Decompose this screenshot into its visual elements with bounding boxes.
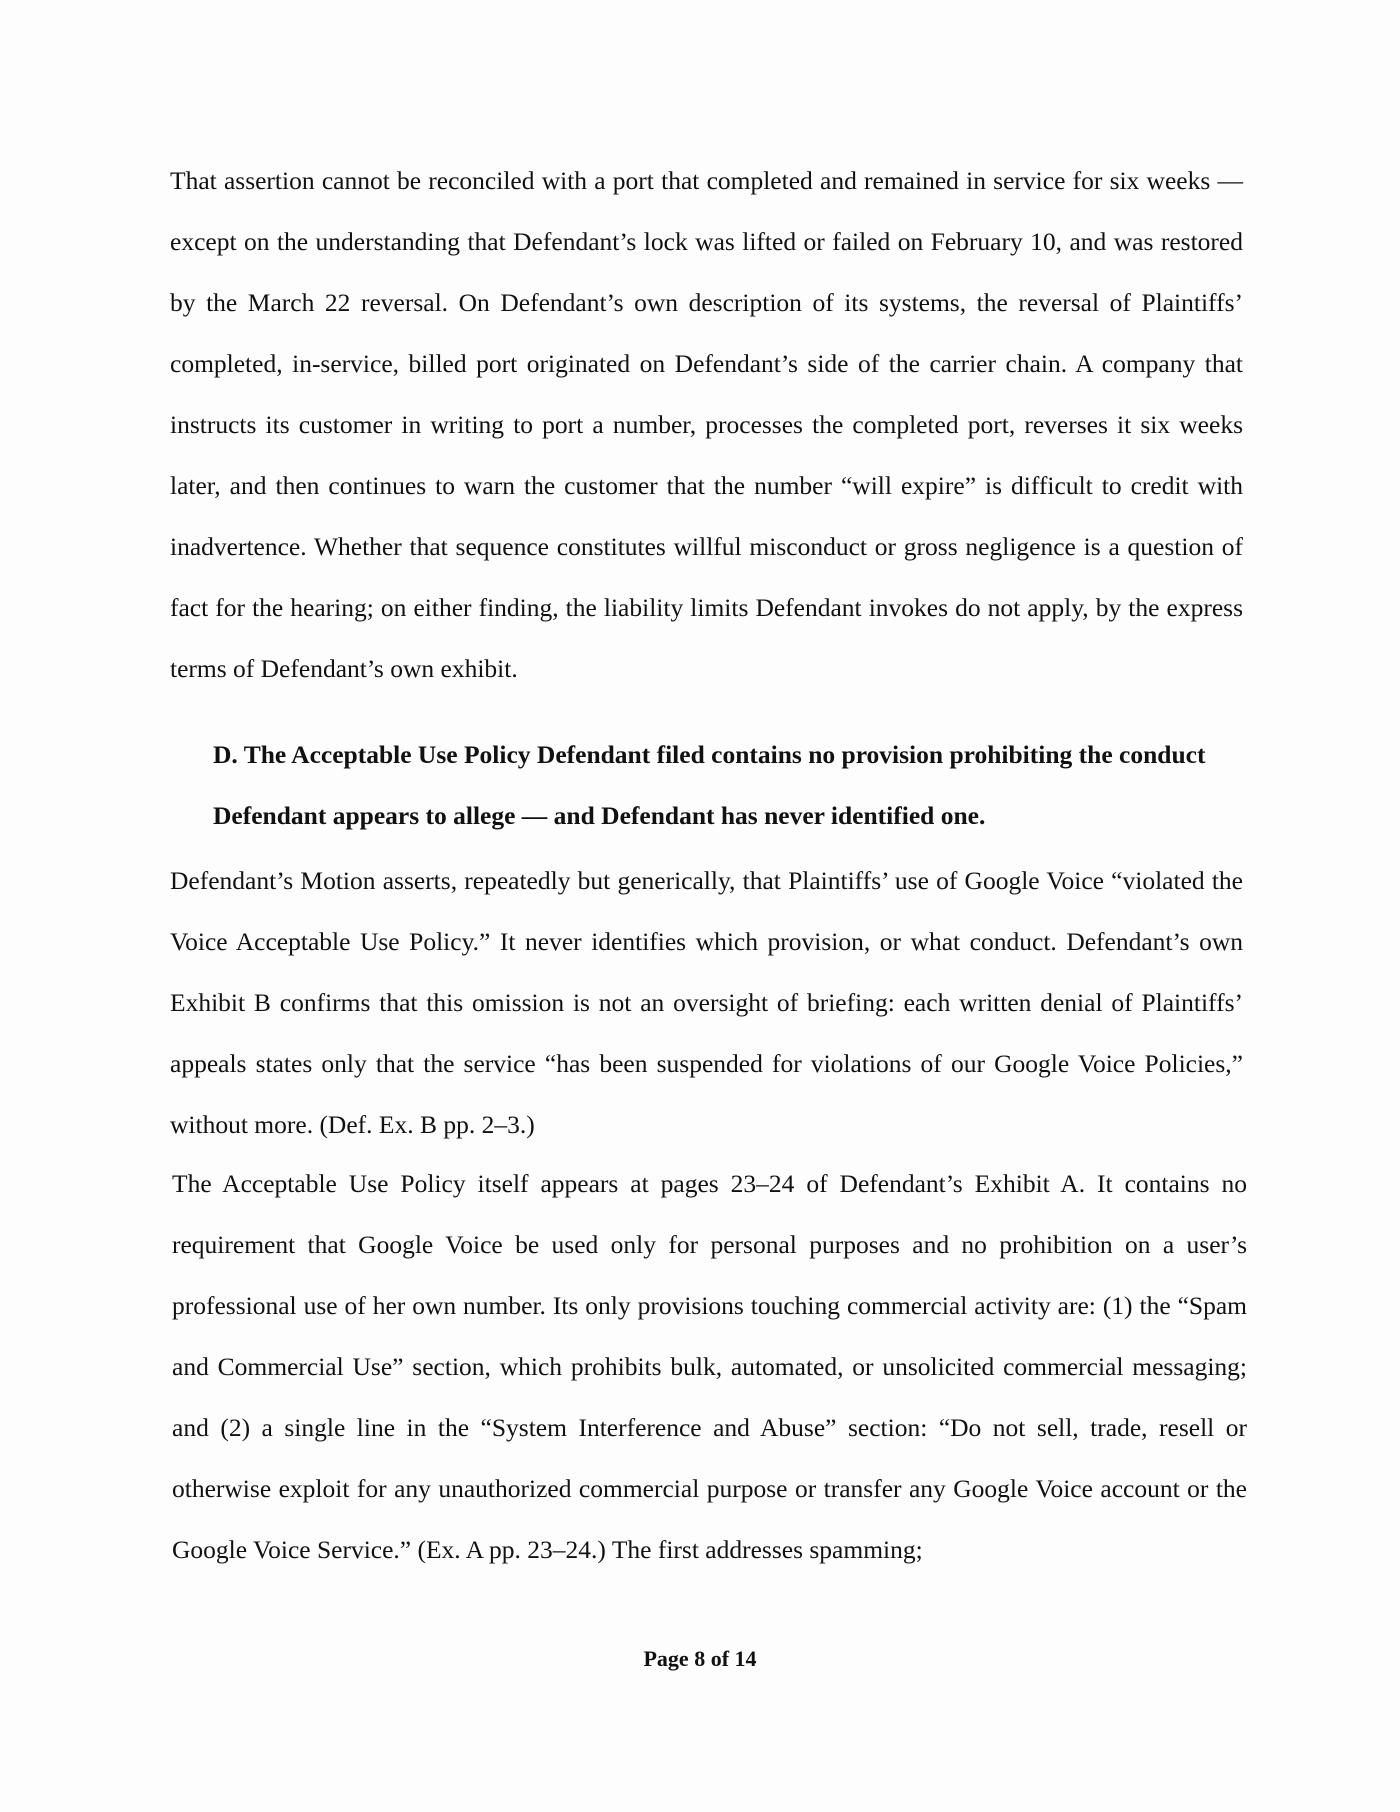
body-paragraph: The Acceptable Use Policy itself appears at pages 23–24 of Defendant’s Exhibit A. It contains no requirement that Google Voice be used only for personal purposes and no prohibition on a user’s professional use of her own number. Its only provisions touching commercial activity are: (1) the “Spam and Commercial Use” section, which prohibits bulk, automated, or unsolicited commercial messaging; and (2) a single line in the “System Interference and Abuse” section: “Do not sell, trade, resell or otherwise exploit for any unauthorized commercial purpose or transfer any Google Voice account or the Google Voice Service.” (Ex. A pp. 23–24.) The first addresses spamming; (172, 1169, 1247, 1564)
section-heading: D. The Acceptable Use Policy Defendant filed contains no provision prohibiting the conduct Defendant appears to allege — and Defendant has never identified one. (213, 740, 1206, 830)
page-number: Page 8 of 14 (643, 1646, 757, 1671)
body-paragraph: That assertion cannot be reconciled with a port that completed and remained in service for six weeks — except on the understanding that Defendant’s lock was lifted or failed on February 10, and was restored by the March 22 reversal. On Defendant’s own description of its systems, the reversal of Plaintiffs’ completed, in-service, billed port originated on Defendant’s side of the carrier chain. A company that instructs its customer in writing to port a number, processes the completed port, reverses it six weeks later, and then continues to warn the customer that the number “will expire” is difficult to credit with inadvertence. Whether that sequence constitutes willful misconduct or gross negligence is a question of fact for the hearing; on either finding, the liability limits Defendant invokes do not apply, by the express terms of Defendant’s own exhibit. (170, 166, 1243, 683)
body-paragraph: Defendant’s Motion asserts, repeatedly but generically, that Plaintiffs’ use of Google Voice “violated the Voice Acceptable Use Policy.” It never identifies which provision, or what conduct. Defendant’s own Exhibit B confirms that this omission is not an oversight of briefing: each written denial of Plaintiffs’ appeals states only that the service “has been suspended for violations of our Google Voice Policies,” without more. (Def. Ex. B pp. 2–3.) (170, 866, 1243, 1139)
